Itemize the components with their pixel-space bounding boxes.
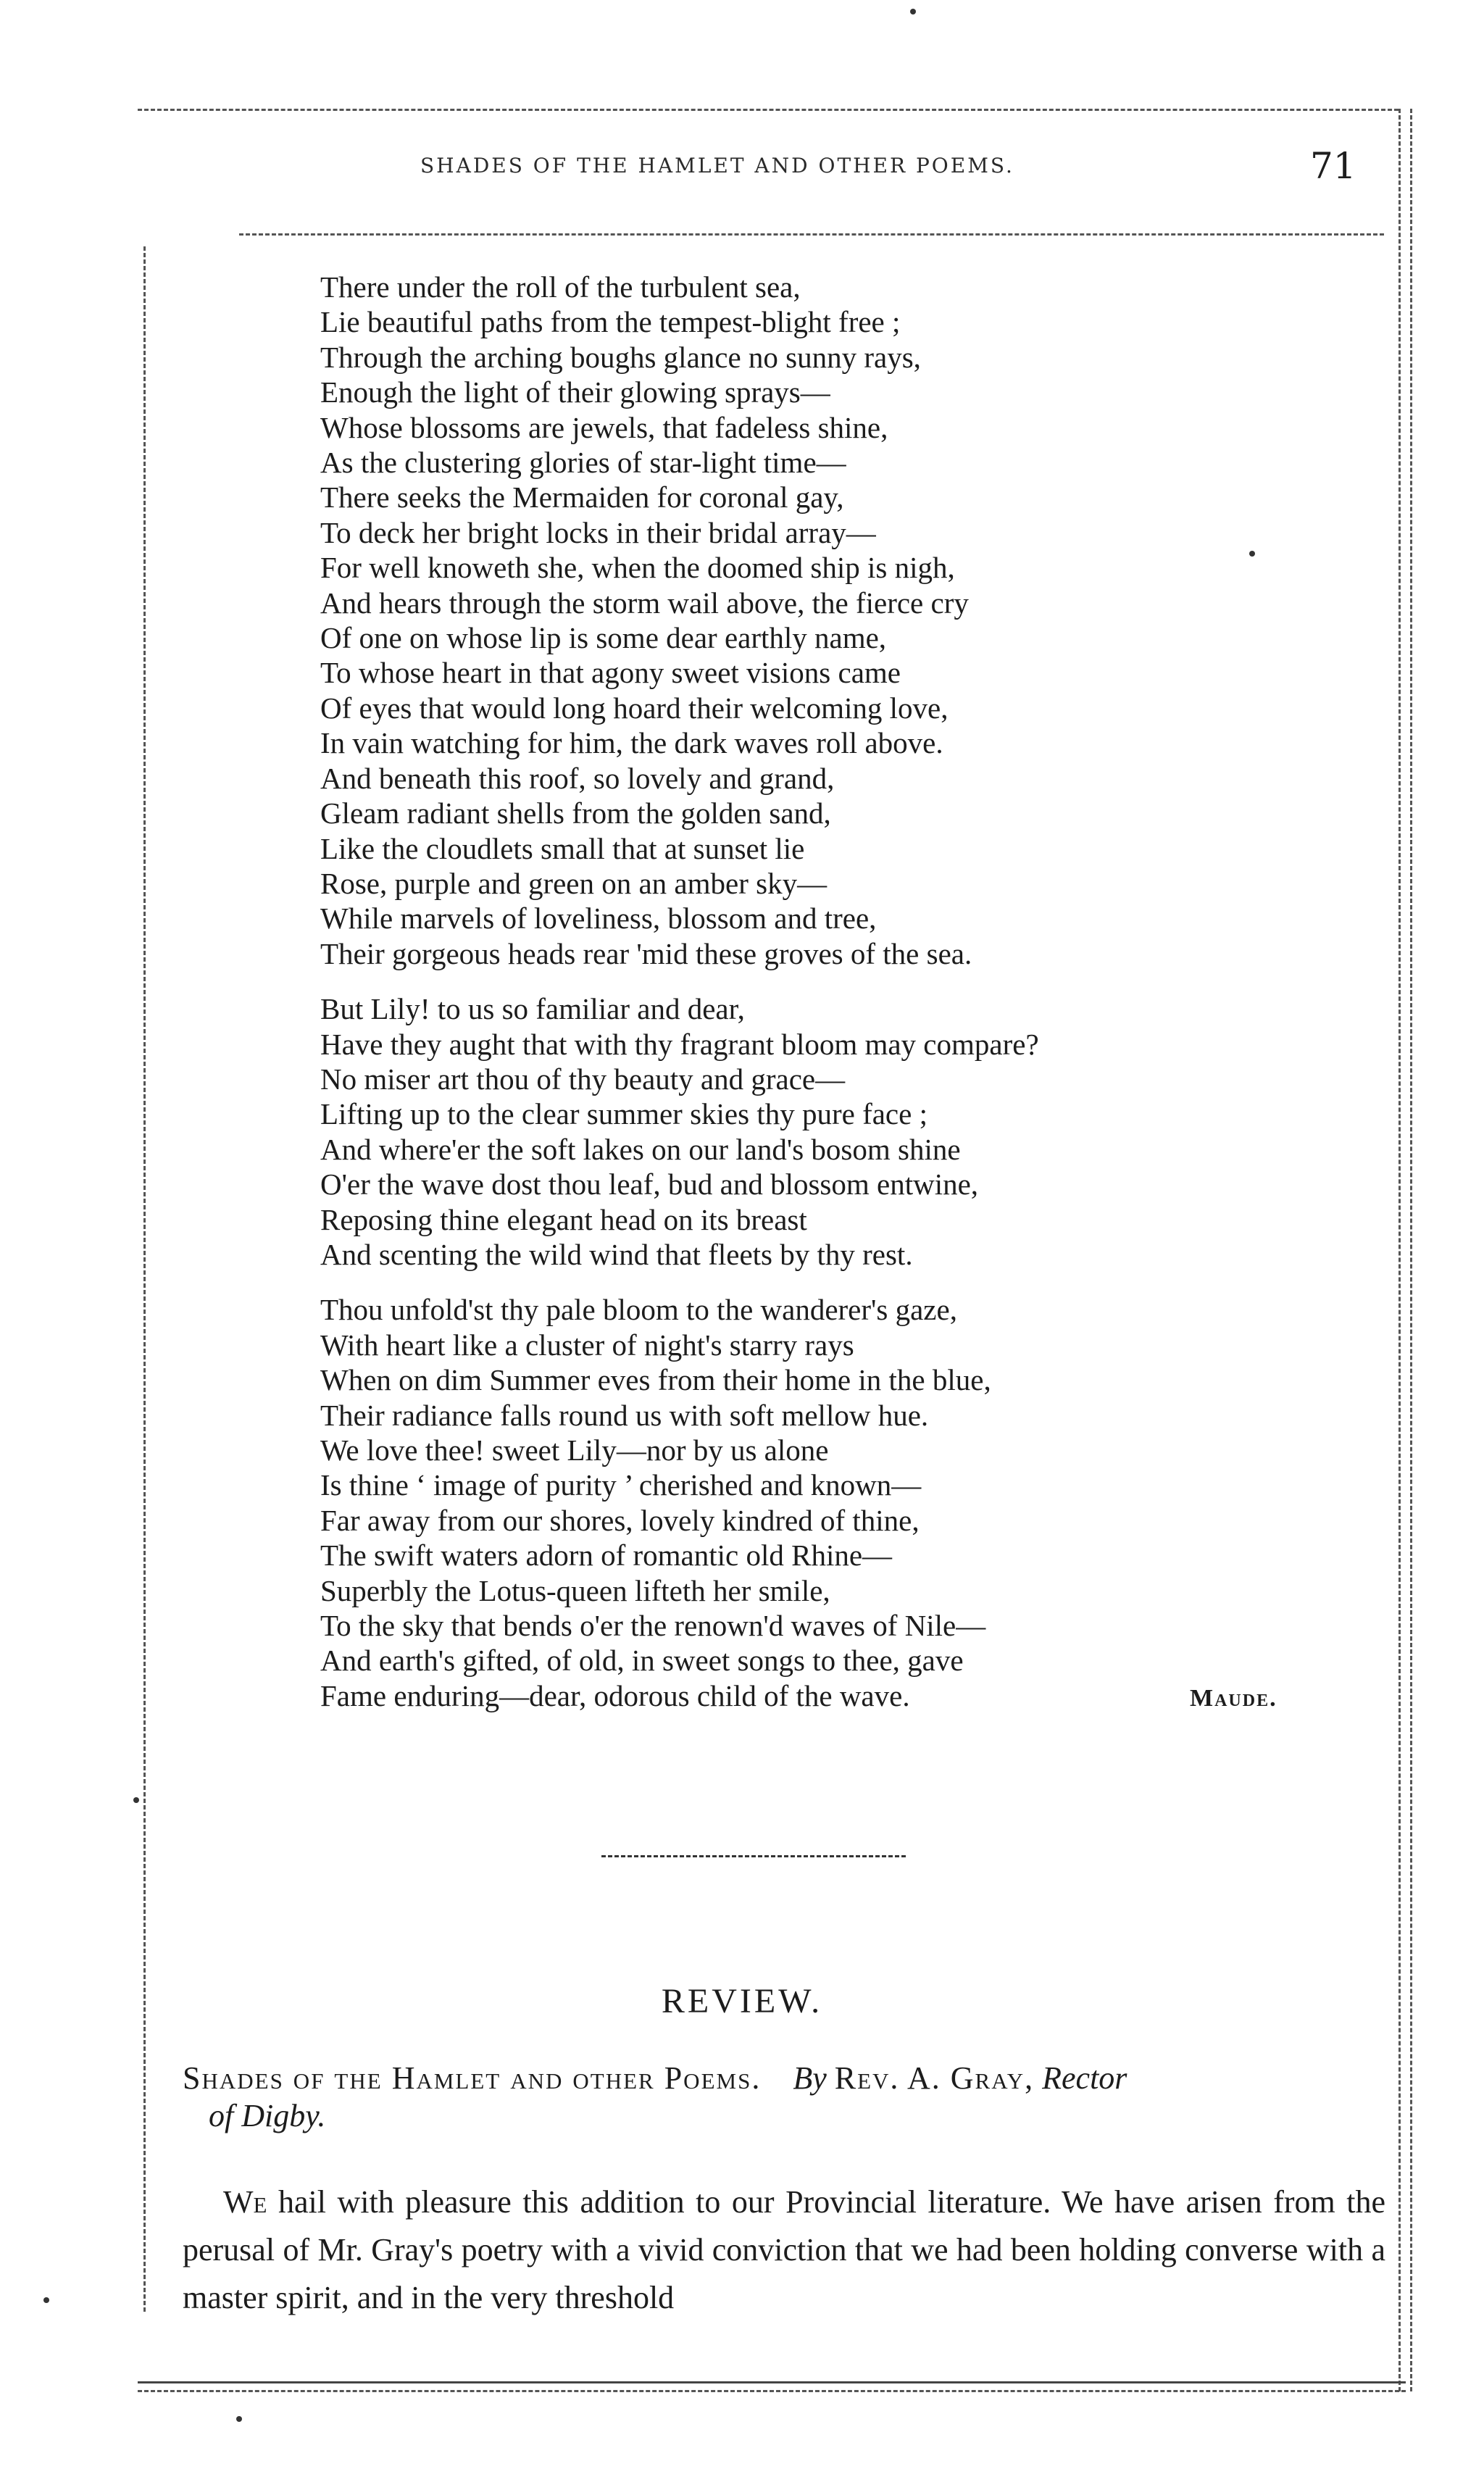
poem-stanza-2	[320, 991, 1349, 1272]
page-number: 71	[1310, 145, 1356, 187]
poem-line: Lie beautiful paths from the tempest-blight free ;	[320, 305, 901, 339]
review-body	[183, 2178, 1385, 2322]
poem-line: Of one on whose lip is some dear earthly name,	[320, 621, 887, 655]
bottom-border-rule	[138, 2381, 1406, 2383]
poem-line: To the sky that bends o'er the renown'd waves of Nile—	[320, 1609, 986, 1643]
poem-line: To deck her bright locks in their bridal array—	[320, 515, 876, 549]
poem-line: With heart like a cluster of night's starry rays	[320, 1328, 854, 1362]
poem-line: Their gorgeous heads rear 'mid these groves of the sea.	[320, 936, 972, 970]
poem-line: To whose heart in that agony sweet visions came	[320, 656, 901, 690]
poem-line: We love thee! sweet Lily—nor by us alone	[320, 1433, 829, 1467]
poem-line: Have they aught that with thy fragrant bloom may compare?	[320, 1027, 1039, 1061]
review-heading: REVIEW.	[661, 1982, 823, 2020]
header-underline-rule	[239, 233, 1384, 236]
poem-line: Through the arching boughs glance no sunny rays,	[320, 340, 921, 374]
poem-line: And earth's gifted, of old, in sweet songs to thee, gave	[320, 1644, 964, 1678]
review-by: By	[793, 2060, 827, 2096]
poem-line: Gleam radiant shells from the golden sand,	[320, 796, 831, 830]
poem-line: Of eyes that would long hoard their welcoming love,	[320, 691, 949, 725]
poem-line: When on dim Summer eves from their home in the blue,	[320, 1363, 991, 1397]
review-author: Rev. A. Gray,	[834, 2060, 1035, 2096]
poem-line: For well knoweth she, when the doomed ship is nigh,	[320, 551, 955, 585]
poem-line: O'er the wave dost thou leaf, bud and blossom entwine,	[320, 1167, 979, 1202]
poem-line: And scenting the wild wind that fleets by thy rest.	[320, 1237, 913, 1271]
poem-line: But Lily! to us so familiar and dear,	[320, 992, 745, 1026]
scan-speck	[133, 1797, 139, 1803]
poem-line: Lifting up to the clear summer skies thy pure face ;	[320, 1097, 928, 1131]
poem-line: As the clustering glories of star-light time—	[320, 446, 846, 480]
poem-line: No miser art thou of thy beauty and grace—	[320, 1062, 846, 1096]
poem-stanza-1	[320, 270, 1349, 971]
poem-line: Far away from our shores, lovely kindred of thine,	[320, 1503, 920, 1537]
poem-line: And hears through the storm wail above, the fierce cry	[320, 586, 969, 620]
poem-line: There under the roll of the turbulent sea,	[320, 270, 801, 304]
poem-line: In vain watching for him, the dark waves roll above.	[320, 726, 943, 760]
right-border-inner-line	[1410, 109, 1412, 2391]
poem-line: Reposing thine elegant head on its breast	[320, 1202, 807, 1236]
poem-line: Fame enduring—dear, odorous child of the wave.	[320, 1678, 910, 1712]
right-border-line	[1398, 109, 1401, 2391]
poem	[320, 270, 1349, 1713]
review-title	[183, 2060, 1385, 2135]
review-body-text: hail with pleasure this addition to our Provincial literature. We have arisen from the perusal of Mr. Gray's poetry with a vivid conviction that we had been holding converse with a master spirit, and in the very threshold	[183, 2184, 1386, 2315]
poem-line: While marvels of loveliness, blossom and tree,	[320, 902, 877, 936]
review-body-lead: We	[223, 2184, 267, 2220]
poem-line: And where'er the soft lakes on our land's bosom shine	[320, 1132, 961, 1166]
poem-line: Like the cloudlets small that at sunset lie	[320, 831, 805, 865]
section-separator	[601, 1855, 906, 1857]
bottom-border-rule-2	[138, 2390, 1406, 2392]
poem-line: Rose, purple and green on an amber sky—	[320, 866, 828, 900]
poem-stanza-3	[320, 1292, 1349, 1713]
poem-line: There seeks the Mermaiden for coronal gay,	[320, 480, 844, 515]
scan-speck	[236, 2416, 242, 2422]
scan-speck	[43, 2297, 49, 2303]
top-border-rule	[138, 109, 1398, 111]
poem-line: Superbly the Lotus-queen lifteth her smile,	[320, 1573, 830, 1607]
review-book-title: Shades of the Hamlet and other Poems.	[183, 2060, 762, 2096]
scan-speck	[910, 9, 916, 14]
review-role: Rector	[1042, 2060, 1127, 2096]
poem-line: Enough the light of their glowing sprays—	[320, 375, 830, 409]
poem-last-line	[320, 1678, 1320, 1713]
poem-line: Their radiance falls round us with soft mellow hue.	[320, 1398, 929, 1432]
poem-line: Thou unfold'st thy pale bloom to the wanderer's gaze,	[320, 1293, 957, 1327]
poem-line: Whose blossoms are jewels, that fadeless shine,	[320, 410, 888, 444]
poem-signature: Maude.	[1190, 1684, 1277, 1712]
poem-line: The swift waters adorn of romantic old Rhine—	[320, 1538, 893, 1573]
poem-line: And beneath this roof, so lovely and grand,	[320, 761, 835, 795]
review-place: of Digby.	[209, 2098, 326, 2133]
running-head: SHADES OF THE HAMLET AND OTHER POEMS.	[420, 154, 1014, 178]
poem-line: Is thine ‘ image of purity ’ cherished and known—	[320, 1468, 922, 1502]
